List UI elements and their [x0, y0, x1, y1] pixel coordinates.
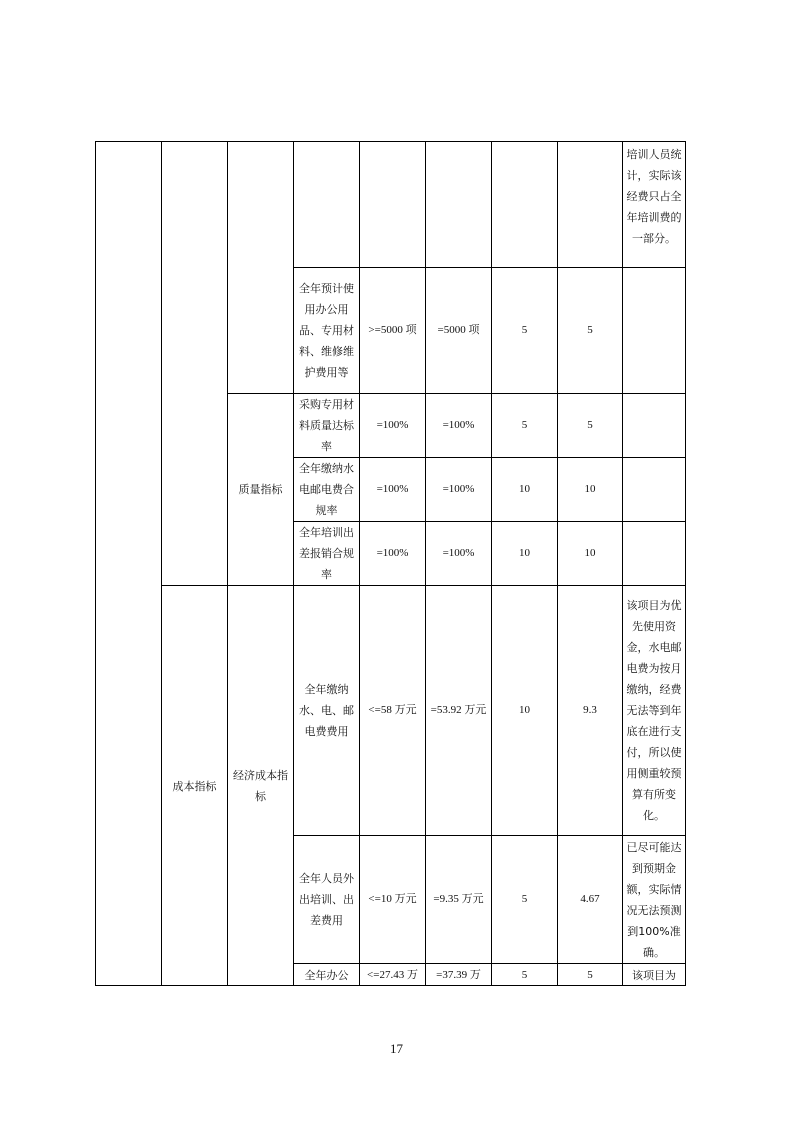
- utilities-cost-target-cell: [360, 586, 426, 836]
- office-cost-weight-value: 5: [521, 968, 528, 981]
- office-cost-indicator-text: 全年办公: [304, 968, 349, 982]
- office-target-value: >=5000 项: [368, 324, 417, 336]
- office-cost-target-cell: [360, 964, 426, 986]
- office-cost-score-value: 5: [587, 968, 593, 981]
- utilities-compliance-indicator-text: 全年缴纳水电邮电费合规率: [299, 462, 354, 517]
- training-note-text: 培训人员统计，实际该经费只占全年培训费的一部分。: [626, 148, 682, 245]
- utilities-cost-score-value: 9.3: [583, 704, 597, 716]
- office-actual-value: =5000 项: [437, 324, 480, 336]
- travel-cost-indicator-text: 全年人员外出培训、出差费用: [299, 872, 354, 927]
- procurement-target-value: =100%: [376, 419, 409, 431]
- office-note-cell: [623, 268, 685, 394]
- travel-compliance-actual-value: =100%: [442, 547, 475, 559]
- office-cost-actual-value: =37.39 万: [436, 968, 481, 981]
- travel-cost-note-cell: [623, 836, 685, 964]
- procurement-actual-cell: [426, 394, 492, 458]
- utilities-cost-note-text: 该项目为优先使用资金，水电邮电费为按月缴纳，经费无法等到年底在进行支付，所以使用侧重较预算有所变化。: [626, 599, 682, 822]
- quality-category-cell: [228, 394, 294, 586]
- travel-compliance-score-value: 10: [584, 547, 596, 559]
- col1-blank-cell: [96, 142, 162, 986]
- row0-indicator-cell: [294, 142, 360, 268]
- travel-compliance-note-cell: [623, 522, 685, 586]
- cost-level1-label: 成本指标: [172, 779, 217, 793]
- office-cost-actual-cell: [426, 964, 492, 986]
- utilities-compliance-target-value: =100%: [376, 483, 409, 495]
- procurement-actual-value: =100%: [442, 419, 475, 431]
- utilities-cost-actual-cell: [426, 586, 492, 836]
- travel-compliance-actual-cell: [426, 522, 492, 586]
- procurement-weight-value: 5: [521, 419, 528, 431]
- utilities-cost-indicator-text: 全年缴纳水、电、邮电费费用: [299, 683, 354, 738]
- procurement-score-value: 5: [587, 419, 593, 431]
- procurement-score-cell: [558, 394, 623, 458]
- utilities-compliance-actual-value: =100%: [442, 483, 475, 495]
- row0-note-cell: [623, 142, 685, 268]
- travel-cost-target-value: <=10 万元: [368, 893, 417, 905]
- office-weight-cell: [492, 268, 558, 394]
- travel-cost-score-cell: [558, 836, 623, 964]
- utilities-cost-weight-cell: [492, 586, 558, 836]
- procurement-indicator-cell: [294, 394, 360, 458]
- row0-weight-cell: [492, 142, 558, 268]
- travel-cost-actual-cell: [426, 836, 492, 964]
- travel-compliance-weight-cell: [492, 522, 558, 586]
- utilities-compliance-score-cell: [558, 458, 623, 522]
- utilities-compliance-weight-value: 10: [519, 483, 530, 495]
- utilities-compliance-actual-cell: [426, 458, 492, 522]
- travel-compliance-score-cell: [558, 522, 623, 586]
- office-weight-value: 5: [521, 324, 528, 336]
- col2-blank-cell: [162, 142, 228, 586]
- office-score-cell: [558, 268, 623, 394]
- row0-target-cell: [360, 142, 426, 268]
- procurement-note-cell: [623, 394, 685, 458]
- office-actual-cell: [426, 268, 492, 394]
- utilities-compliance-indicator-cell: [294, 458, 360, 522]
- utilities-cost-indicator-cell: [294, 586, 360, 836]
- travel-cost-target-cell: [360, 836, 426, 964]
- office-cost-note-text: 该项目为: [632, 968, 676, 982]
- utilities-compliance-score-value: 10: [584, 483, 596, 495]
- travel-cost-weight-cell: [492, 836, 558, 964]
- utilities-cost-weight-value: 10: [519, 704, 530, 716]
- col3-blank-cell: [228, 142, 294, 394]
- utilities-cost-target-value: <=58 万元: [368, 704, 417, 716]
- procurement-indicator-text: 采购专用材料质量达标率: [299, 398, 354, 453]
- row0-actual-cell: [426, 142, 492, 268]
- utilities-compliance-target-cell: [360, 458, 426, 522]
- office-target-cell: [360, 268, 426, 394]
- cost-level2-cell: [228, 586, 294, 986]
- utilities-cost-note-cell: [623, 586, 685, 836]
- row0-score-cell: [558, 142, 623, 268]
- utilities-compliance-note-cell: [623, 458, 685, 522]
- procurement-target-cell: [360, 394, 426, 458]
- travel-cost-score-value: 4.67: [580, 893, 600, 905]
- cost-level1-cell: [162, 586, 228, 986]
- office-cost-score-cell: [558, 964, 623, 986]
- quality-category-label: 质量指标: [238, 483, 283, 496]
- office-indicator-text: 全年预计使用办公用品、专用材料、维修维护费用等: [299, 282, 354, 379]
- travel-compliance-target-value: =100%: [376, 547, 409, 559]
- office-indicator-cell: [294, 268, 360, 394]
- travel-cost-indicator-cell: [294, 836, 360, 964]
- office-cost-target-value: <=27.43 万: [367, 968, 418, 981]
- office-cost-note-cell: [623, 964, 685, 986]
- travel-compliance-target-cell: [360, 522, 426, 586]
- travel-compliance-indicator-cell: [294, 522, 360, 586]
- travel-cost-note-text: 已尽可能达到预期金额，实际情况无法预测到100%准确。: [626, 840, 682, 959]
- office-cost-indicator-cell: [294, 964, 360, 986]
- travel-cost-actual-value: =9.35 万元: [433, 893, 484, 905]
- office-cost-weight-cell: [492, 964, 558, 986]
- utilities-cost-actual-value: =53.92 万元: [430, 704, 487, 716]
- travel-compliance-weight-value: 10: [519, 547, 530, 559]
- office-score-value: 5: [587, 324, 593, 336]
- travel-compliance-indicator-text: 全年培训出差报销合规率: [299, 526, 354, 581]
- page-number: 17: [390, 1041, 403, 1056]
- procurement-weight-cell: [492, 394, 558, 458]
- performance-indicator-table: [95, 141, 686, 986]
- utilities-compliance-weight-cell: [492, 458, 558, 522]
- travel-cost-weight-value: 5: [521, 893, 528, 905]
- utilities-cost-score-cell: [558, 586, 623, 836]
- cost-level2-label: 经济成本指标: [233, 769, 288, 803]
